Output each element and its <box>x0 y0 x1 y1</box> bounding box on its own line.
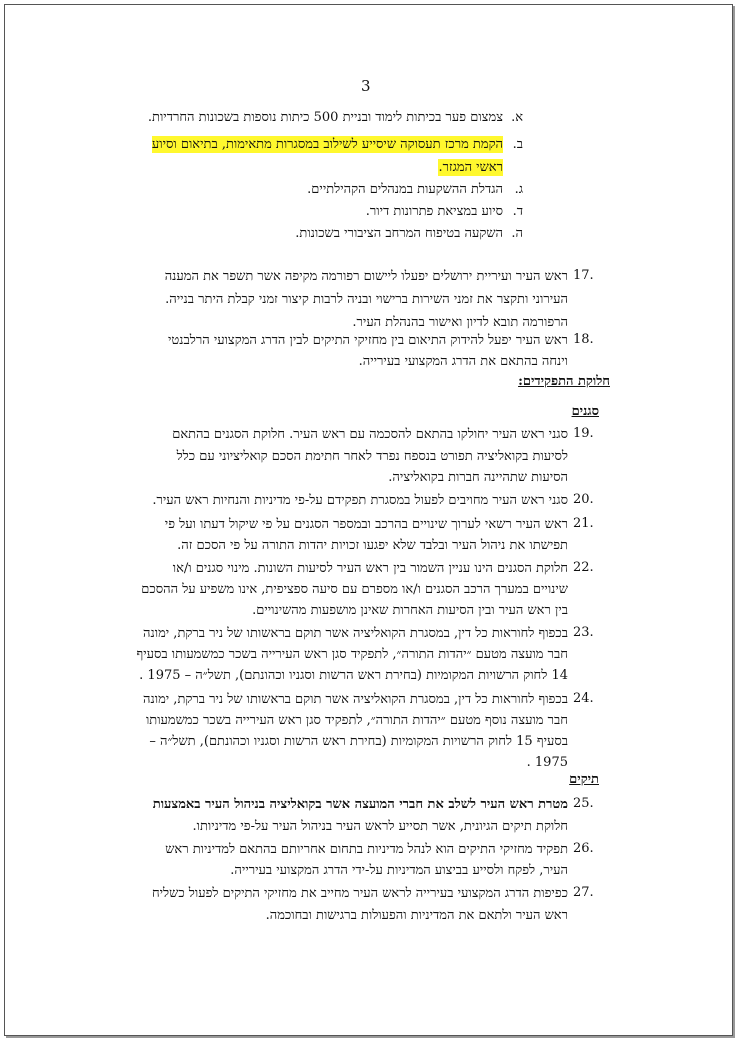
list-letter: ב. <box>512 137 523 152</box>
list-item-continuation-highlighted <box>438 159 503 177</box>
paragraph-line: העיר, לפקח ולסייע בביצוע המדיניות על-ידי הדרג המקצועי בעירייה. <box>230 863 568 878</box>
list-item-text-highlighted <box>152 136 503 154</box>
paragraph-line: ראש העיר רשאי לערוך שינויים בהרכב ובמספר הסגנים על פי שיקול דעתו ועל פי <box>164 517 568 532</box>
list-letter: ה. <box>511 226 523 241</box>
paragraph-line: ראש העיר ועיריית ירושלים יפעלו ליישום רפורמה מקיפה אשר תשפר את המענה <box>164 269 568 284</box>
paragraph-line: וינחה בהתאם את הדרג המקצועי בעירייה. <box>358 354 568 369</box>
page-number: 3 <box>361 77 371 95</box>
list-item-text: צמצום פער בכיתות לימוד ובניית 500 כיתות נוספות בשכונות החרדיות. <box>147 110 503 125</box>
item-number: 19. <box>573 426 594 441</box>
paragraph-line: בכפוף לחוראות כל דין, במסגרת הקואליציה אשר תוקם בראשותו של ניר ברקת, ימונה <box>143 626 568 641</box>
paragraph-line: סגני ראש העיר יחולקו בהתאם להסכמה עם ראש העיר. חלוקת הסגנים בהתאם <box>172 427 568 442</box>
item-number: 17. <box>573 268 594 283</box>
subsection-heading: תיקים <box>569 772 599 787</box>
item-number: 20. <box>573 492 594 507</box>
item-number: 27. <box>573 885 594 900</box>
item-number: 25. <box>573 796 594 811</box>
paragraph-line: חבר מועצה נוסף מטעם ״יהדות התורה״, לתפקיד סגן ראש העירייה בשכר כמשמעותו <box>145 713 568 728</box>
paragraph-line: חלוקת תיקים הגיונית, אשר תסייע לראש העיר בניהול העיר על-פי מדיניותו. <box>192 819 568 834</box>
paragraph-line: 1975 . <box>526 755 568 770</box>
paragraph-line: הסיעות שתהיינה חברות בקואליציה. <box>388 470 568 485</box>
item-number: 18. <box>573 332 594 347</box>
paragraph-line: ראש העיר יפעל להידוק התיאום בין מחזיקי התיקים לבין הדרג המקצועי הרלבנטי <box>168 333 568 348</box>
section-heading: חלוקת התפקידים: <box>518 374 610 389</box>
highlight: הקמת מרכז תעסוקה שיסייע לשילוב במסגרות מתאימות, בתיאום וסיוע <box>151 137 503 152</box>
paragraph-line: לסיעות בקואליציה תפורט בנספח נפרד לאחר חתימת הסכם קואליציוני עם כלל <box>176 449 568 464</box>
item-number: 22. <box>573 560 594 575</box>
highlight: ראשי המגזר. <box>438 160 503 175</box>
paragraph-line: בין ראש העיר ובין הסיעות האחרות שאינן מושפעות מהשינויים. <box>252 603 568 618</box>
item-number: 26. <box>573 841 594 856</box>
paragraph-line: 14 לחוק הרשויות המקומיות (בחירת ראש הרשות וסגניו וכהונתם), תשל״ה – 1975 . <box>139 668 568 683</box>
paragraph-line: סגני ראש העיר מחויבים לפעול במסגרת תפקידם על-פי מדיניות והנחיות ראש העיר. <box>152 493 568 508</box>
paragraph-line: העירוני ותקצר את זמני השירות ברישוי ובניה לרבות קיצור זמני קבלת היתר בנייה. <box>165 292 568 307</box>
item-number: 24. <box>573 691 594 706</box>
paragraph-line: מטרת ראש העיר לשלב את חברי המועצה אשר בקואליציה בניהול העיר באמצעות <box>152 797 568 812</box>
document-page <box>4 4 733 1036</box>
paragraph-line: הרפורמה תובא לדיון ואישור בהנהלת העיר. <box>352 315 568 330</box>
item-number: 21. <box>573 516 594 531</box>
item-number: 23. <box>573 625 594 640</box>
paragraph-line: שינויים במערך הרכב הסגנים ו/או מספרם עם סיעה ספציפית, אינו משפיע על ההסכם <box>141 582 568 597</box>
paragraph-line: תפישתו את ניהול העיר ובלבד שלא יפגעו זכויות יהדות התורה על פי הסכם זה. <box>177 538 568 553</box>
list-item-text: הגדלת ההשקעות במנהלים הקהילתיים. <box>307 182 503 197</box>
paragraph-line: חבר מועצה מטעם ״יהדות התורה״, לתפקיד סגן ראש העירייה בשכר כמשמעותו בסעיף <box>136 647 568 662</box>
list-item-text: סיוע במציאת פתרונות דיור. <box>365 204 503 219</box>
paragraph-line: חלוקת הסגנים הינו עניין השמור בין ראש העיר לסיעות השונות. מינוי סגנים ו/או <box>172 561 568 576</box>
paragraph-line: בכפוף לחוראות כל דין, במסגרת הקואליציה אשר תוקם בראשותו של ניר ברקת, ימונה <box>143 692 568 707</box>
paragraph-line: תפקיד מחזיקי התיקים הוא לנהל מדיניות בתחום אחריותם בהתאם למדיניות ראש <box>165 842 568 857</box>
subsection-heading: סגנים <box>571 404 599 419</box>
list-letter: א. <box>511 110 523 125</box>
paragraph-line: כפיפות הדרג המקצועי בעירייה לראש העיר מחייב את מחזיקי התיקים לפעול כשליח <box>151 886 568 901</box>
paragraph-line: בסעיף 15 לחוק הרשויות המקומיות (בחירת ראש הרשות וסגניו וכהונתם), תשל״ה – <box>149 734 568 749</box>
list-letter: ג. <box>514 182 523 197</box>
list-item-text: השקעה בטיפוח המרחב הציבורי בשכונות. <box>295 226 503 241</box>
paragraph-line: ראש העיר ולתאם את המדיניות והפעולות ברגישות ובחוכמה. <box>265 908 568 923</box>
list-letter: ד. <box>512 204 523 219</box>
